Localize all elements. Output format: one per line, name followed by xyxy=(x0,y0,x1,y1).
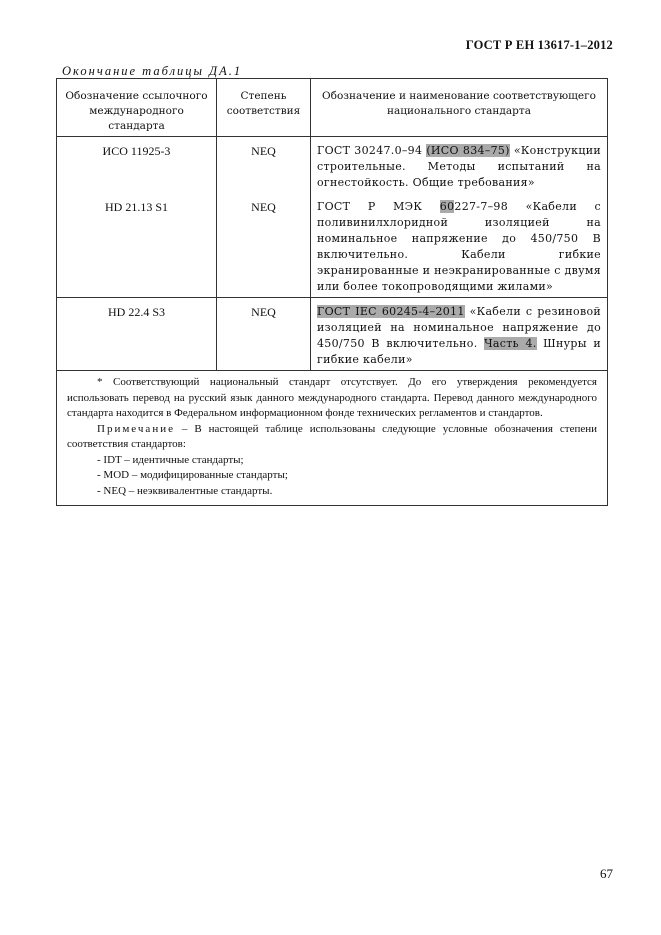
notes-row xyxy=(57,371,608,506)
degree-cell: NEQ xyxy=(217,298,311,371)
ref-cell: HD 21.13 S1 xyxy=(57,193,217,298)
name-text: «Конструкции строительные. Методы испытаний на огнестойкость. Общие требования» xyxy=(317,144,601,189)
name-text: 227-7–98 «Кабели с поливинилхлоридной изоляцией на номинальное напряжение до 450/750 В включительно. Кабели гибкие экранированные и неэкранированные с двумя или более токопроводящими жилами» xyxy=(317,200,601,293)
column-header-degree: Степень соответствия xyxy=(217,79,311,137)
note-text: – В настоящей таблице использованы следующие условные обозначения степени соответствия стандартов: xyxy=(67,422,597,450)
highlighted-text: ГОСТ IEC 60245-4–2011 xyxy=(317,305,465,318)
table-row xyxy=(57,137,608,194)
standards-table xyxy=(56,78,608,506)
name-text: ГОСТ 30247.0–94 xyxy=(317,144,427,157)
list-item: - IDT – идентичные стандарты; xyxy=(97,453,244,466)
highlighted-text: 60 xyxy=(439,200,455,213)
table-row xyxy=(57,298,608,371)
table-row xyxy=(57,193,608,298)
table-header-row xyxy=(57,79,608,137)
list-item: - MOD – модифицированные стандарты; xyxy=(97,469,288,481)
page-number: 67 xyxy=(600,866,613,881)
list-item: - NEQ – неэквивалентные стандарты. xyxy=(97,484,273,497)
document-header: ГОСТ Р ЕН 13617-1–2012 xyxy=(465,38,613,52)
name-cell xyxy=(311,137,608,194)
ref-cell: HD 22.4 S3 xyxy=(57,298,217,371)
name-text: «Кабели с резиновой изоляцией на номинальное напряжение до 450/750 В включительно. xyxy=(317,305,602,350)
ref-cell: ИСО 11925-3 xyxy=(57,137,217,194)
degree-cell: NEQ xyxy=(217,193,311,298)
name-cell xyxy=(311,193,608,298)
note-label: Примечание xyxy=(97,422,175,435)
table-caption: Окончание таблицы ДА.1 xyxy=(62,64,243,78)
highlighted-text: Часть 4. xyxy=(484,337,537,350)
name-text: Шнуры и гибкие кабели» xyxy=(317,337,601,366)
footnote-text: * Соответствующий национальный стандарт отсутствует. До его утверждения рекомендуется использовать перевод на русский язык данного международного стандарта. Перевод данного международного стандарта находится в Федеральном информационном фонде технических регламентов и стандартов. xyxy=(67,376,597,419)
highlighted-text: (ИСО 834–75) xyxy=(426,144,510,157)
column-header-name: Обозначение и наименование соответствующего национального стандарта xyxy=(311,79,608,137)
column-header-ref: Обозначение ссылочного международного стандарта xyxy=(57,79,217,137)
name-cell xyxy=(311,298,608,371)
name-text: ГОСТ Р МЭК xyxy=(317,200,440,213)
note-paragraph xyxy=(67,422,597,453)
notes-cell xyxy=(57,371,608,506)
degree-cell: NEQ xyxy=(217,137,311,194)
